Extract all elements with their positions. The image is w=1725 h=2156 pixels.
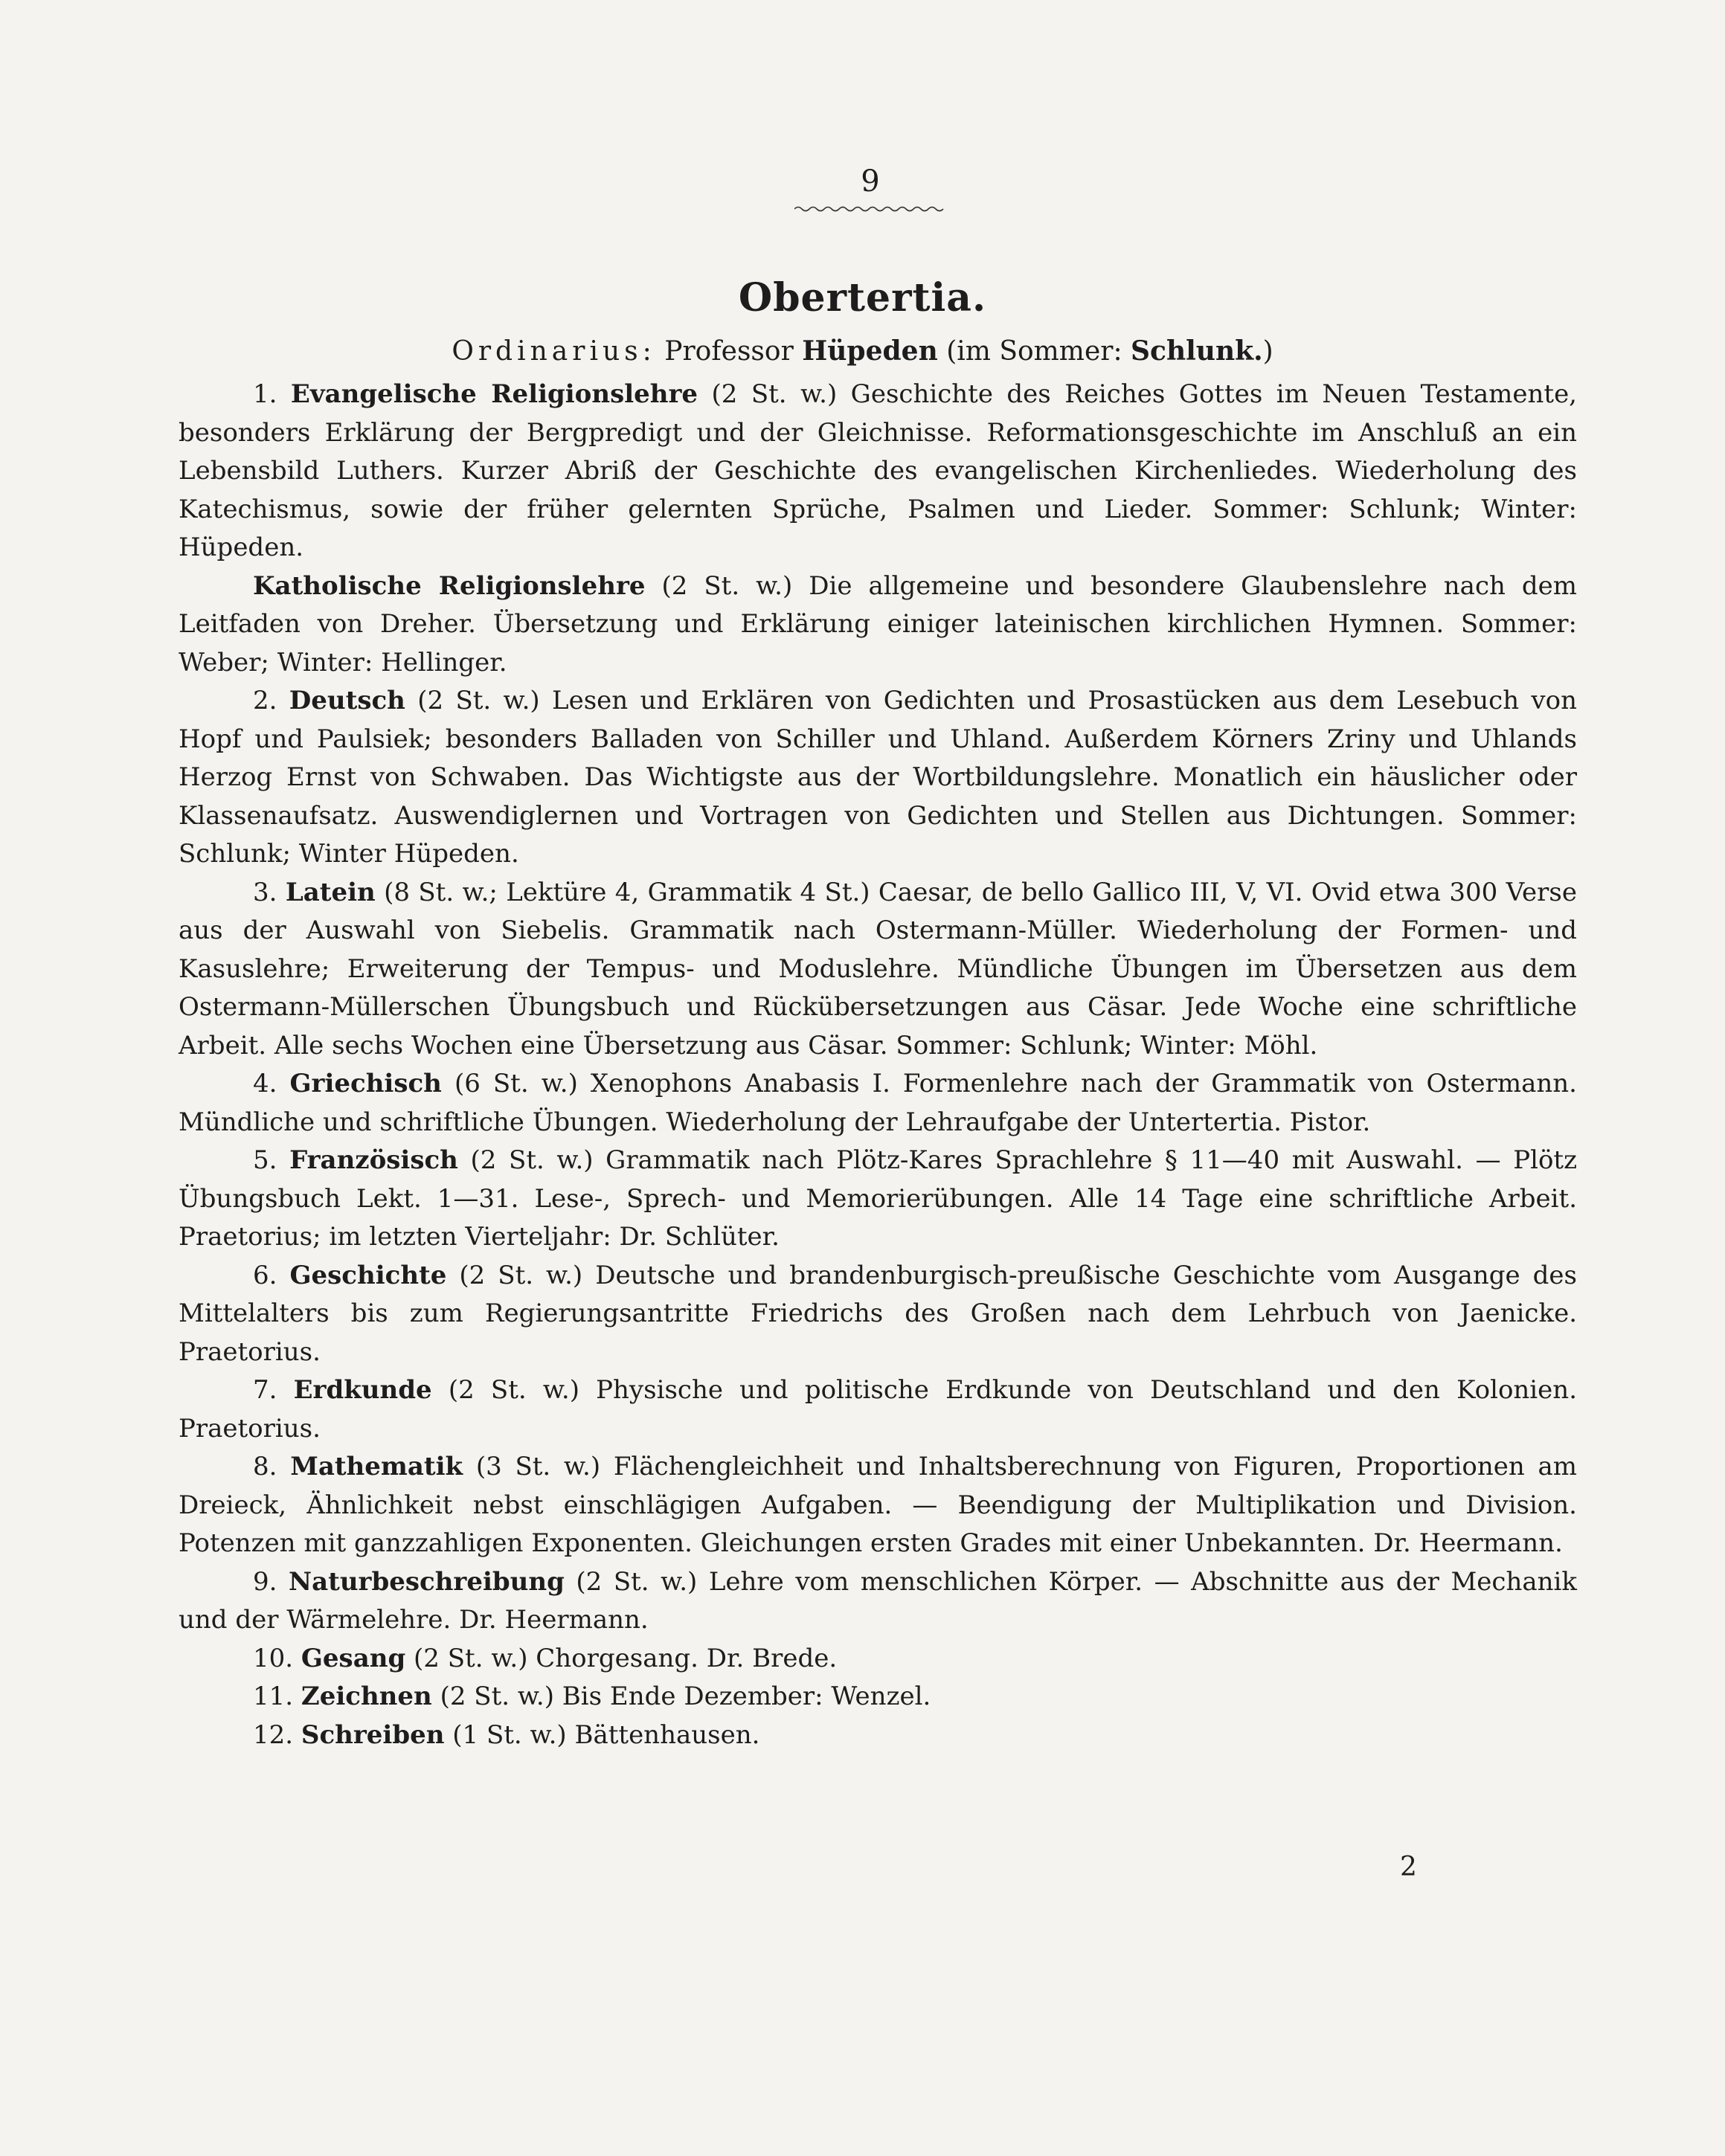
list-item: 10. Gesang (2 St. w.) Chorgesang. Dr. Brede. xyxy=(253,1643,838,1673)
list-item: 8. Mathematik (3 St. w.) Flächengleichheit und Inhaltsberechnung von Figuren, Proportionen am Dreieck, Ähnlichkeit nebst einschlägigen Aufgaben. — Beendigung der Multiplikation und Division. Potenzen mit ganzzahligen Exponenten. Gleichungen ersten Grades mit einer Unbekannten. Dr. Heermann. xyxy=(179,1452,1577,1558)
subject-name: Latein xyxy=(285,877,376,907)
subject-name: Zeichnen xyxy=(301,1682,432,1711)
signature-mark: 2 xyxy=(1400,1852,1417,1882)
list-item: 4. Griechisch (6 St. w.) Xenophons Anabasis I. Formenlehre nach der Grammatik von Ostermann. Mündliche und schriftliche Übungen. Wiederholung der Lehraufgabe der Untertertia. Pistor. xyxy=(179,1069,1577,1137)
subject-name: Schreiben xyxy=(301,1719,445,1750)
list-item: 9. Naturbeschreibung (2 St. w.) Lehre vom menschlichen Körper. — Abschnitte aus der Mechanik und der Wärmelehre. Dr. Heermann. xyxy=(179,1566,1577,1635)
list-item: 11. Zeichnen (2 St. w.) Bis Ende Dezember: Wenzel. xyxy=(253,1682,931,1711)
ordinarius-text-1: Professor xyxy=(655,336,803,367)
subject-name: Französisch xyxy=(289,1145,458,1175)
page-title: Obertertia. xyxy=(738,275,987,321)
list-item: 3. Latein (8 St. w.; Lektüre 4, Grammatik 4 St.) Caesar, de bello Gallico III, V, VI. Ovid etwa 300 Verse aus der Auswahl von Siebelis. Grammatik nach Ostermann-Müller. Wiederholung der Formen- und Kasuslehre; Erweiterung der Tempus- und Moduslehre. Mündliche Übungen im Übersetzen aus dem Ostermann-Müllerschen Übungsbuch und Rückübersetzungen aus Cäsar. Jede Woche eine schriftliche Arbeit. Alle sechs Wochen eine Übersetzung aus Cäsar. Sommer: Schlunk; Winter: Möhl. xyxy=(179,877,1577,1061)
subject-name: Naturbeschreibung xyxy=(289,1566,565,1597)
subject-name: Mathematik xyxy=(290,1452,463,1481)
decorative-wavy-rule xyxy=(794,205,947,213)
list-item: 7. Erdkunde (2 St. w.) Physische und politische Erdkunde von Deutschland und den Kolonien. Praetorius. xyxy=(179,1375,1578,1444)
list-item: 2. Deutsch (2 St. w.) Lesen und Erklären von Gedichten und Prosastücken aus dem Lesebuch von Hopf und Paulsiek; besonders Balladen von Schiller und Uhland. Außerdem Körners Zriny und Uhlands Herzog Ernst von Schwaben. Das Wichtigste aus der Wortbildungslehre. Monatlich ein häuslicher oder Klassenaufsatz. Auswendiglernen und Vortragen von Gedichten und Stellen aus Dichtungen. Sommer: Schlunk; Winter Hüpeden. xyxy=(179,686,1578,869)
subject-name: Deutsch xyxy=(289,686,405,715)
list-item: 6. Geschichte (2 St. w.) Deutsche und brandenburgisch-preußische Geschichte vom Ausgange des Mittelalters bis zum Regierungsantritte Friedrichs des Großen nach dem Lehrbuch von Jaenicke. Praetorius. xyxy=(179,1260,1577,1367)
ordinarius-text-2: (im Sommer: xyxy=(937,336,1131,367)
curriculum-list xyxy=(179,376,1577,1754)
list-item: 12. Schreiben (1 St. w.) Bättenhausen. xyxy=(253,1719,760,1750)
ordinarius-name: Hüpeden xyxy=(802,335,938,367)
subject-name: Evangelische Religionslehre xyxy=(290,379,698,409)
ordinarius-text-3: ) xyxy=(1262,336,1273,367)
list-item: 1. Evangelische Religionslehre (2 St. w.) Geschichte des Reiches Gottes im Neuen Testamente, besonders Erklärung der Bergpredigt und der Gleichnisse. Reformationsgeschichte im Anschluß an ein Lebensbild Luthers. Kurzer Abriß der Geschichte des evangelischen Kirchenliedes. Wiederholung des Katechismus, sowie der früher gelernten Sprüche, Psalmen und Lieder. Sommer: Schlunk; Winter: Hüpeden. xyxy=(179,379,1577,562)
subject-name: Gesang xyxy=(301,1643,406,1673)
subject-name: Erdkunde xyxy=(293,1375,432,1405)
subject-name: Griechisch xyxy=(289,1069,442,1098)
ordinarius-label: Ordinarius: xyxy=(452,336,656,367)
list-item: Katholische Religionslehre (2 St. w.) Die allgemeine und besondere Glaubenslehre nach dem Leitfaden von Dreher. Übersetzung und Erklärung einiger lateinischen kirchlichen Hymnen. Sommer: Weber; Winter: Hellinger. xyxy=(179,570,1578,678)
page-number: 9 xyxy=(861,164,880,199)
subject-name: Geschichte xyxy=(289,1260,447,1290)
subject-name: Katholische Religionslehre xyxy=(253,570,646,601)
ordinarius-line xyxy=(0,333,1725,370)
list-item: 5. Französisch (2 St. w.) Grammatik nach Plötz-Kares Sprachlehre § 11—40 mit Auswahl. — Plötz Übungsbuch Lekt. 1—31. Lese-, Sprech- und Memorierübungen. Alle 14 Tage eine schriftliche Arbeit. Praetorius; im letzten Vierteljahr: Dr. Schlüter. xyxy=(179,1145,1577,1252)
ordinarius-summer-name: Schlunk. xyxy=(1131,335,1263,367)
